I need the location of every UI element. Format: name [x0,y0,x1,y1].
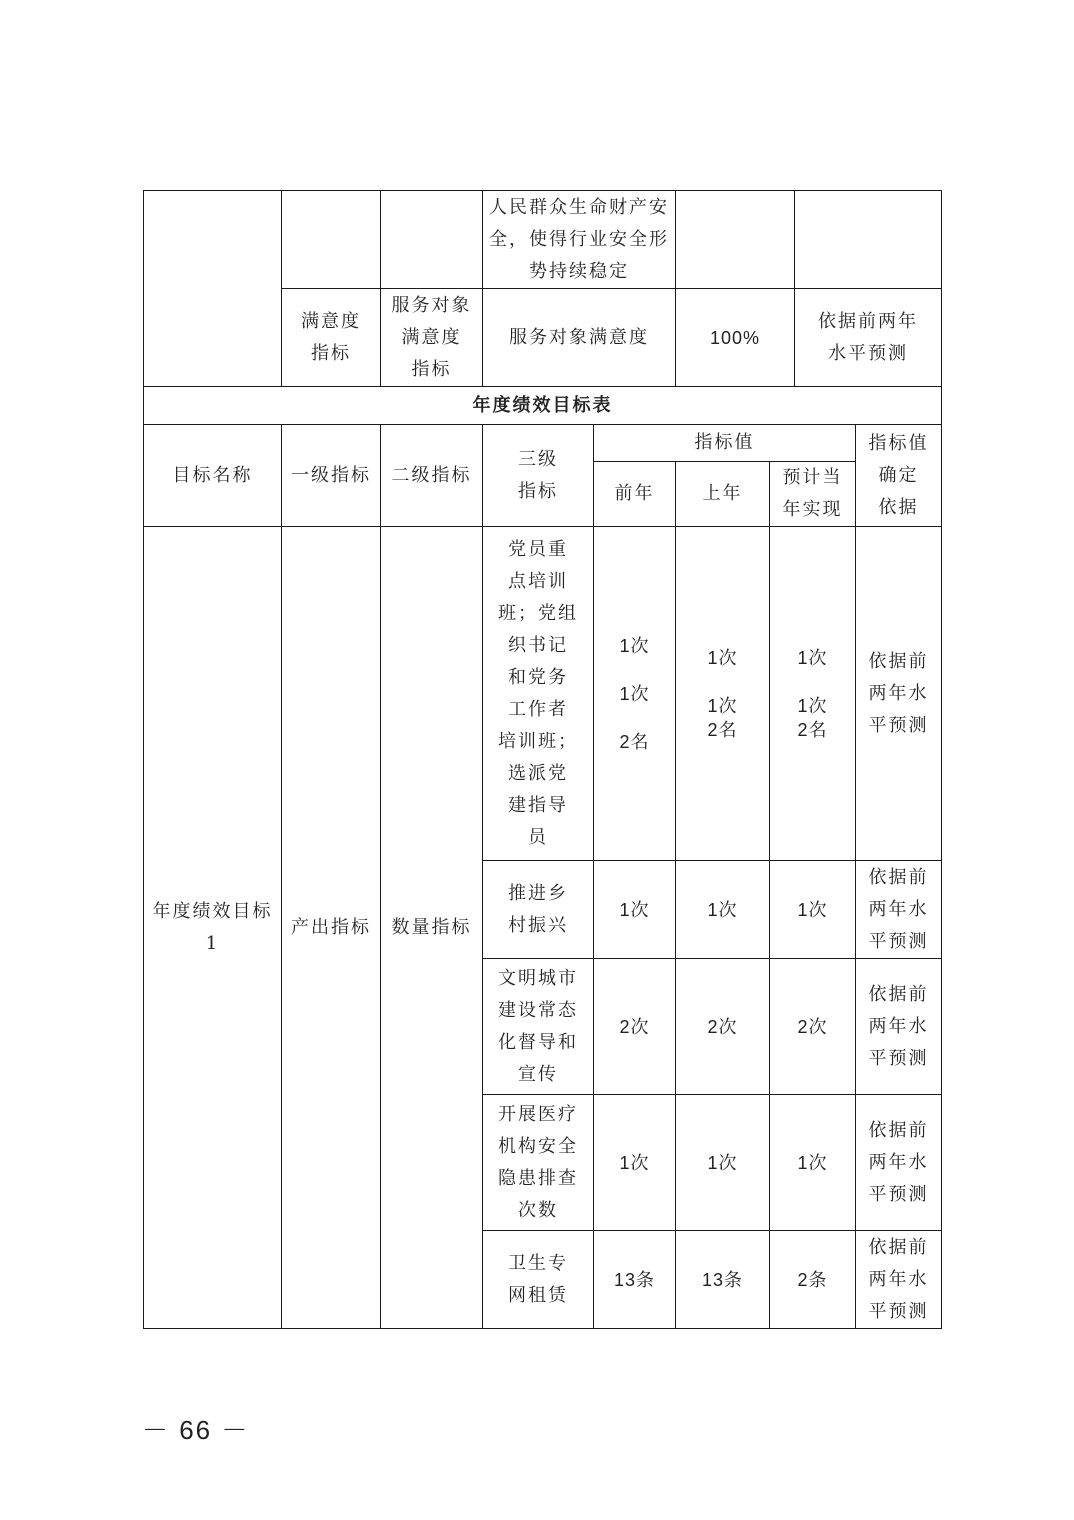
table-row-5-level3: 卫生专 网租赁 [482,1230,594,1329]
table-row-5-last: 13条 [675,1230,770,1329]
satisfaction-level2: 服务对象 满意度 指标 [380,288,483,387]
table-row-2-last: 1次 [675,860,770,959]
table-row-3-basis: 依据前 两年水 平预测 [855,958,942,1095]
table-row-3-prev: 2次 [593,958,676,1095]
table-row-2-prev: 1次 [593,860,676,959]
header-prev-year: 前年 [593,461,676,527]
top-basis-empty [794,190,942,289]
goal-name-cell: 年度绩效目标 1 [143,526,282,1329]
table-row-5-expected: 2条 [769,1230,856,1329]
header-last-year: 上年 [675,461,770,527]
top-level2-empty [380,190,483,289]
header-goal-name: 目标名称 [143,424,282,527]
table-row-4-last: 1次 [675,1094,770,1231]
top-level1-empty [281,190,381,289]
table-row-3-last: 2次 [675,958,770,1095]
table-row-3-expected: 2次 [769,958,856,1095]
satisfaction-value: 100% [675,288,795,387]
header-level3: 三级 指标 [482,424,594,527]
satisfaction-basis: 依据前两年 水平预测 [794,288,942,387]
level2-cell: 数量指标 [380,526,483,1329]
table-row-5-basis: 依据前 两年水 平预测 [855,1230,942,1329]
table-row-1-level3: 党员重 点培训 班；党组 织书记 和党务 工作者 培训班； 选派党 建指导 员 [482,526,594,861]
satisfaction-level3: 服务对象满意度 [482,288,676,387]
top-goal-cell [143,190,282,387]
header-indicator-value: 指标值 [593,424,856,462]
header-basis: 指标值 确定 依据 [855,424,942,527]
header-level2: 二级指标 [380,424,483,527]
annual-table-title: 年度绩效目标表 [143,386,942,425]
table-row-1-prev: 1次 1次 2名 [593,526,676,861]
table-row-2-expected: 1次 [769,860,856,959]
level1-cell: 产出指标 [281,526,381,1329]
table-row-2-basis: 依据前 两年水 平预测 [855,860,942,959]
table-row-1-basis: 依据前 两年水 平预测 [855,526,942,861]
table-row-4-expected: 1次 [769,1094,856,1231]
table-row-4-level3: 开展医疗 机构安全 隐患排查 次数 [482,1094,594,1231]
table-row-3-level3: 文明城市 建设常态 化督导和 宣传 [482,958,594,1095]
table-row-4-prev: 1次 [593,1094,676,1231]
header-expected: 预计当 年实现 [769,461,856,527]
top-value-empty [675,190,795,289]
satisfaction-level1: 满意度 指标 [281,288,381,387]
table-row-1-last: 1次 1次 2名 [675,526,770,861]
table-row-4-basis: 依据前 两年水 平预测 [855,1094,942,1231]
header-level1: 一级指标 [281,424,381,527]
table-row-5-prev: 13条 [593,1230,676,1329]
table-row-1-expected: 1次 1次 2名 [769,526,856,861]
page-number: － 66 － [142,1415,250,1445]
table-row-2-level3: 推进乡 村振兴 [482,860,594,959]
top-level3-cell: 人民群众生命财产安 全，使得行业安全形 势持续稳定 [482,190,676,289]
